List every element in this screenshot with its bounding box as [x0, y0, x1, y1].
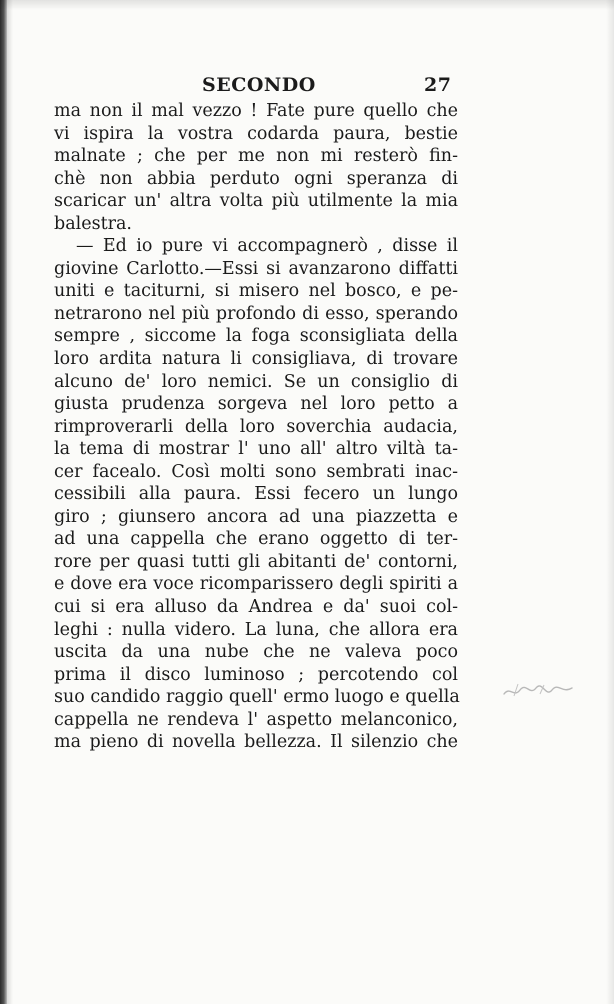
- text-line: rimproverarli della loro soverchia audacia,: [54, 416, 458, 437]
- text-line: uniti e taciturni, si misero nel bosco, e pe-: [54, 281, 458, 302]
- text-line: cessibili alla paura. Essi fecero un lungo: [54, 484, 458, 505]
- text-line: giusta prudenza sorgeva nel loro petto a: [54, 394, 458, 415]
- text-line: alcuno de' loro nemici. Se un consiglio di: [54, 371, 458, 392]
- text-line: leghi : nulla videro. La luna, che allora era: [54, 619, 458, 640]
- text-line: cappella ne rendeva l' aspetto melanconico,: [54, 709, 458, 730]
- text-line: balestra.: [54, 213, 132, 234]
- text-line: ma pieno di novella bellezza. Il silenzio che: [54, 732, 458, 753]
- body-text: [54, 100, 458, 754]
- running-head: [54, 74, 454, 102]
- text-line: vi ispira la vostra codarda paura, bestie: [54, 123, 458, 144]
- text-line: giovine Carlotto.—Essi si avanzarono diffatti: [54, 258, 458, 279]
- text-line: sempre , siccome la foga sconsigliata della: [54, 326, 458, 347]
- page-number: 27: [424, 74, 452, 96]
- text-line: giro ; giunsero ancora ad una piazzetta e: [54, 506, 458, 527]
- text-line: ad una cappella che erano oggetto di ter-: [54, 529, 458, 550]
- page-top-shadow: [0, 0, 614, 10]
- text-line: cer facealo. Così molti sono sembrati inac-: [54, 461, 458, 482]
- running-head-title: SECONDO: [202, 74, 316, 96]
- text-line: ma non il mal vezzo ! Fate pure quello che: [54, 101, 458, 121]
- text-line: suo candido raggio quell' ermo luogo e quella: [54, 687, 460, 708]
- text-line: la tema di mostrar l' uno all' altro viltà ta-: [54, 439, 458, 460]
- text-line: malnate ; che per me non mi resterò fin-: [54, 146, 458, 167]
- text-line: scaricar un' altra volta più utilmente la mia: [54, 191, 458, 212]
- text-line: cui si era alluso da Andrea e da' suoi col-: [54, 597, 458, 618]
- text-line: chè non abbia perduto ogni speranza di: [54, 168, 458, 189]
- text-line: uscita da una nube che ne valeva poco: [54, 642, 458, 663]
- margin-pencil-mark: [500, 676, 580, 706]
- text-line: rore per quasi tutti gli abitanti de' contorni,: [54, 551, 458, 572]
- text-line: loro ardita natura li consigliava, di trovare: [54, 349, 458, 370]
- text-line: e dove era voce ricomparissero degli spiriti a: [54, 574, 458, 595]
- page-right-shadow: [606, 0, 614, 1004]
- binding-edge: [0, 0, 7, 1004]
- text-line: netrarono nel più profondo di esso, sperando: [54, 303, 458, 324]
- text-line: prima il disco luminoso ; percotendo col: [54, 664, 458, 685]
- text-line: — Ed io pure vi accompagnerò , disse il: [76, 236, 458, 257]
